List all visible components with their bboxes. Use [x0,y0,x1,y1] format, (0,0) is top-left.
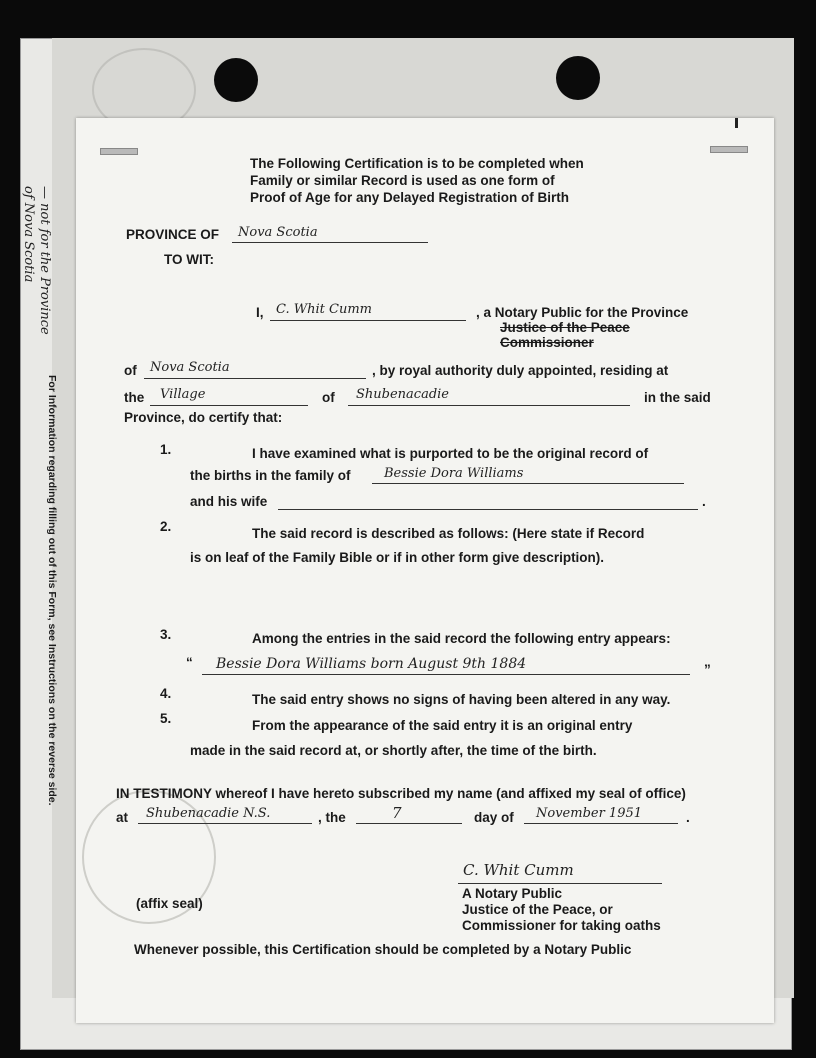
the-label: the [124,390,145,405]
item-5-line-2: made in the said record at, or shortly after, the time of the birth. [190,743,597,758]
declarant-role-justice: Justice of the Peace [500,320,630,335]
item-4-number: 4. [160,686,172,701]
appointed-text: , by royal authority duly appointed, residing at [372,363,669,378]
province-label: PROVINCE OF [126,227,220,242]
testimony-month-year: November 1951 [536,806,643,821]
locality-type: Village [160,387,206,402]
margin-note-1: — not for the Province [37,186,52,335]
testimony-at-label: at [116,810,129,825]
punch-hole-right [556,56,600,100]
side-instruction-note: For Information regarding filling out of this Form, see Instructions on the reverse side. [46,375,58,806]
item-1-number: 1. [160,442,172,457]
testimony-line-1: IN TESTIMONY whereof I have hereto subscribed my name (and affixed my seal of office) [116,786,686,801]
edge-mark [735,118,738,128]
item-2-number: 2. [160,519,172,534]
declarant-role-notary: , a Notary Public for the Province [476,305,689,320]
signature-title-2: Justice of the Peace, or [462,902,613,917]
locality-line [348,405,630,406]
punch-hole-left [214,58,258,102]
testimony-the-label: , the [318,810,346,825]
province-value: Nova Scotia [238,225,318,240]
item-5-line-1: From the appearance of the said entry it is an original entry [252,718,633,733]
signature-title-3: Commissioner for taking oaths [462,918,661,933]
testimony-day-line [356,823,462,824]
wife-line [278,509,698,510]
family-name-line [372,483,684,484]
testimony-month-line [524,823,678,824]
signature-handwritten: C. Whit Cumm [463,861,574,879]
header-line-3: Proof of Age for any Delayed Registration of Birth [250,190,570,205]
locality-type-line [150,405,308,406]
item-4-text: The said entry shows no signs of having been altered in any way. [252,692,671,707]
of-value: Nova Scotia [150,360,230,375]
of-line [144,378,366,379]
certify-text: Province, do certify that: [124,410,283,425]
of-label: of [124,363,137,378]
margin-note-2: of Nova Scotia [21,186,36,283]
declarant-role-commissioner: Commissioner [500,335,594,350]
header-line-2: Family or similar Record is used as one form of [250,173,555,188]
of2-label: of [322,390,335,405]
declarant-name: C. Whit Cumm [276,302,372,317]
signature-line [458,883,662,884]
signature-title-1: A Notary Public [462,886,563,901]
declarant-prefix: I, [256,305,264,320]
testimony-day-of: day of [474,810,514,825]
item-3-line-1: Among the entries in the said record the following entry appears: [252,631,671,646]
entry-text: Bessie Dora Williams born August 9th 1884 [216,656,527,672]
item-2-line-1: The said record is described as follows: (Here state if Record [252,526,645,541]
entry-close-quote: ” [704,662,711,677]
header-line-1: The Following Certification is to be completed when [250,156,584,171]
footer-note: Whenever possible, this Certification should be completed by a Notary Public [134,942,632,957]
wife-line-end: . [702,494,706,509]
entry-open-quote: “ [186,655,193,670]
in-said-text: in the said [644,390,711,405]
entry-line [202,674,690,675]
testimony-place-line [138,823,312,824]
testimony-place: Shubenacadie N.S. [146,806,271,821]
locality-value: Shubenacadie [356,387,449,402]
to-wit-label: TO WIT: [164,252,214,267]
staple-right [710,146,748,153]
family-name: Bessie Dora Williams [384,466,524,481]
staple-left [100,148,138,155]
testimony-end: . [686,810,690,825]
item-2-line-2: is on leaf of the Family Bible or if in other form give description). [190,550,605,565]
testimony-day: 7 [392,804,402,822]
declarant-name-line [270,320,466,321]
item-1-line-3: and his wife [190,494,268,509]
province-line [232,242,428,243]
item-1-line-1: I have examined what is purported to be the original record of [252,446,649,461]
item-5-number: 5. [160,711,172,726]
item-1-line-2: the births in the family of [190,468,351,483]
item-3-number: 3. [160,627,172,642]
affix-seal-label: (affix seal) [136,896,203,911]
